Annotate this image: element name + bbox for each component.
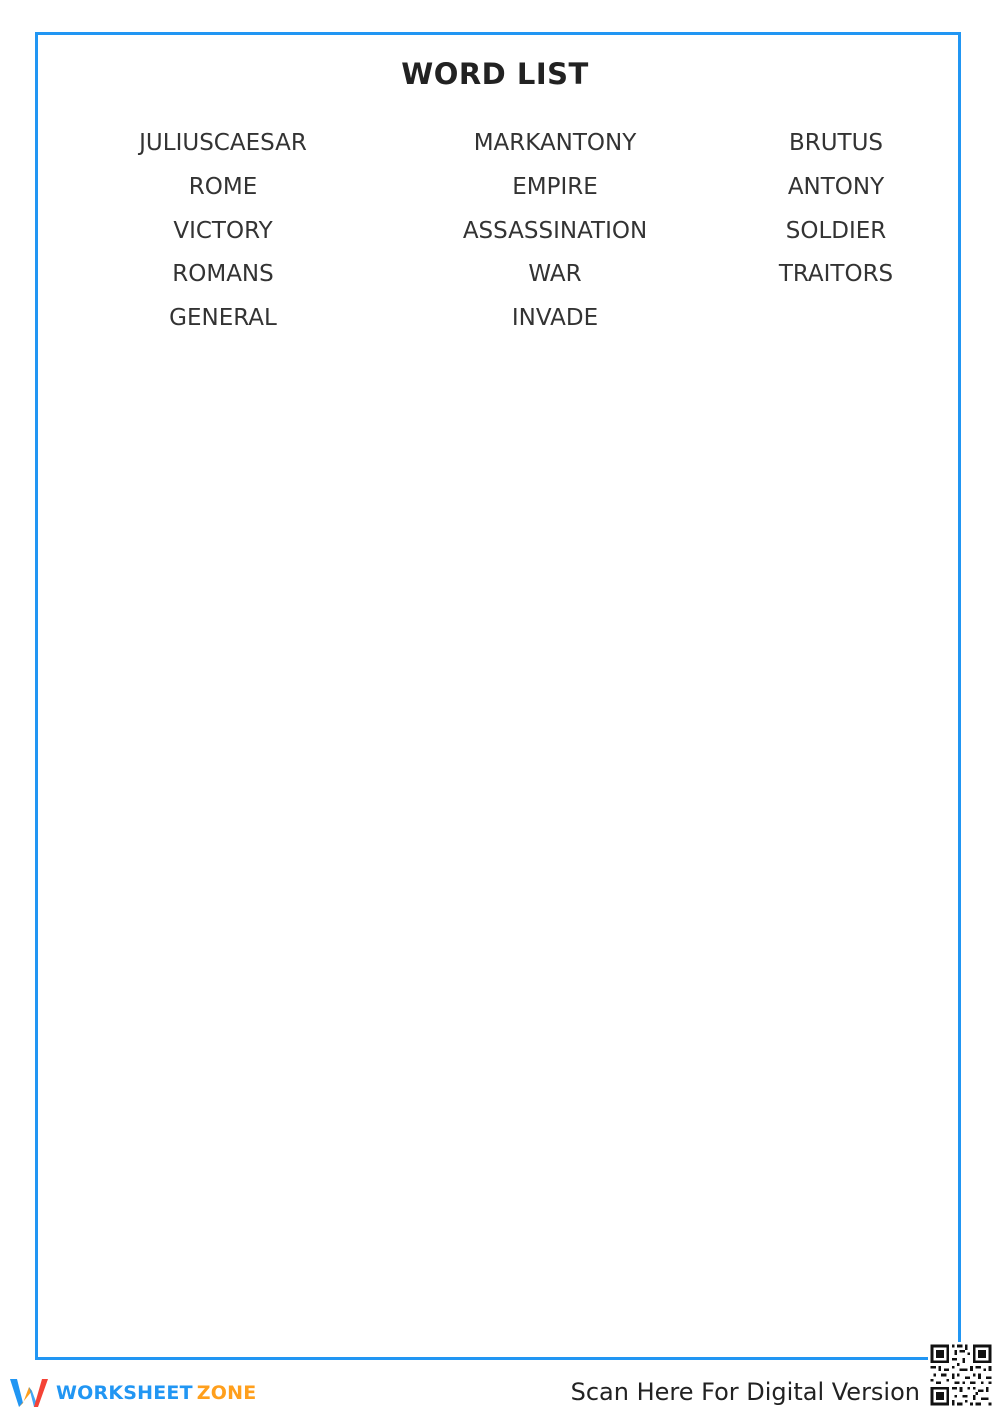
word-item: ROME <box>188 173 258 200</box>
qr-code-icon[interactable] <box>928 1342 994 1408</box>
word-item: ANTONY <box>787 173 885 200</box>
word-item: MARKANTONY <box>473 130 637 156</box>
word-item: WAR <box>528 261 582 288</box>
page-title: WORD LIST <box>401 57 589 91</box>
word-column-1 <box>113 123 333 342</box>
word-item: INVADE <box>511 305 599 332</box>
scan-instruction: Scan Here For Digital Version <box>570 1378 920 1406</box>
word-item: EMPIRE <box>512 173 598 200</box>
word-column-3 <box>751 123 921 298</box>
word-item: VICTORY <box>173 217 273 244</box>
word-item: ROMANS <box>172 261 274 288</box>
brand-logo[interactable] <box>10 1375 256 1411</box>
worksheetzone-w-logo-icon <box>10 1377 48 1409</box>
word-column-2 <box>435 123 675 342</box>
word-item: JULIUSCAESAR <box>139 130 307 156</box>
word-item: ASSASSINATION <box>462 217 648 244</box>
word-item: TRAITORS <box>778 261 894 288</box>
brand-name: WORKSHEET ZONE <box>56 1382 257 1404</box>
word-item: SOLDIER <box>785 217 887 244</box>
word-item: BRUTUS <box>788 130 884 156</box>
word-item: GENERAL <box>169 305 277 332</box>
